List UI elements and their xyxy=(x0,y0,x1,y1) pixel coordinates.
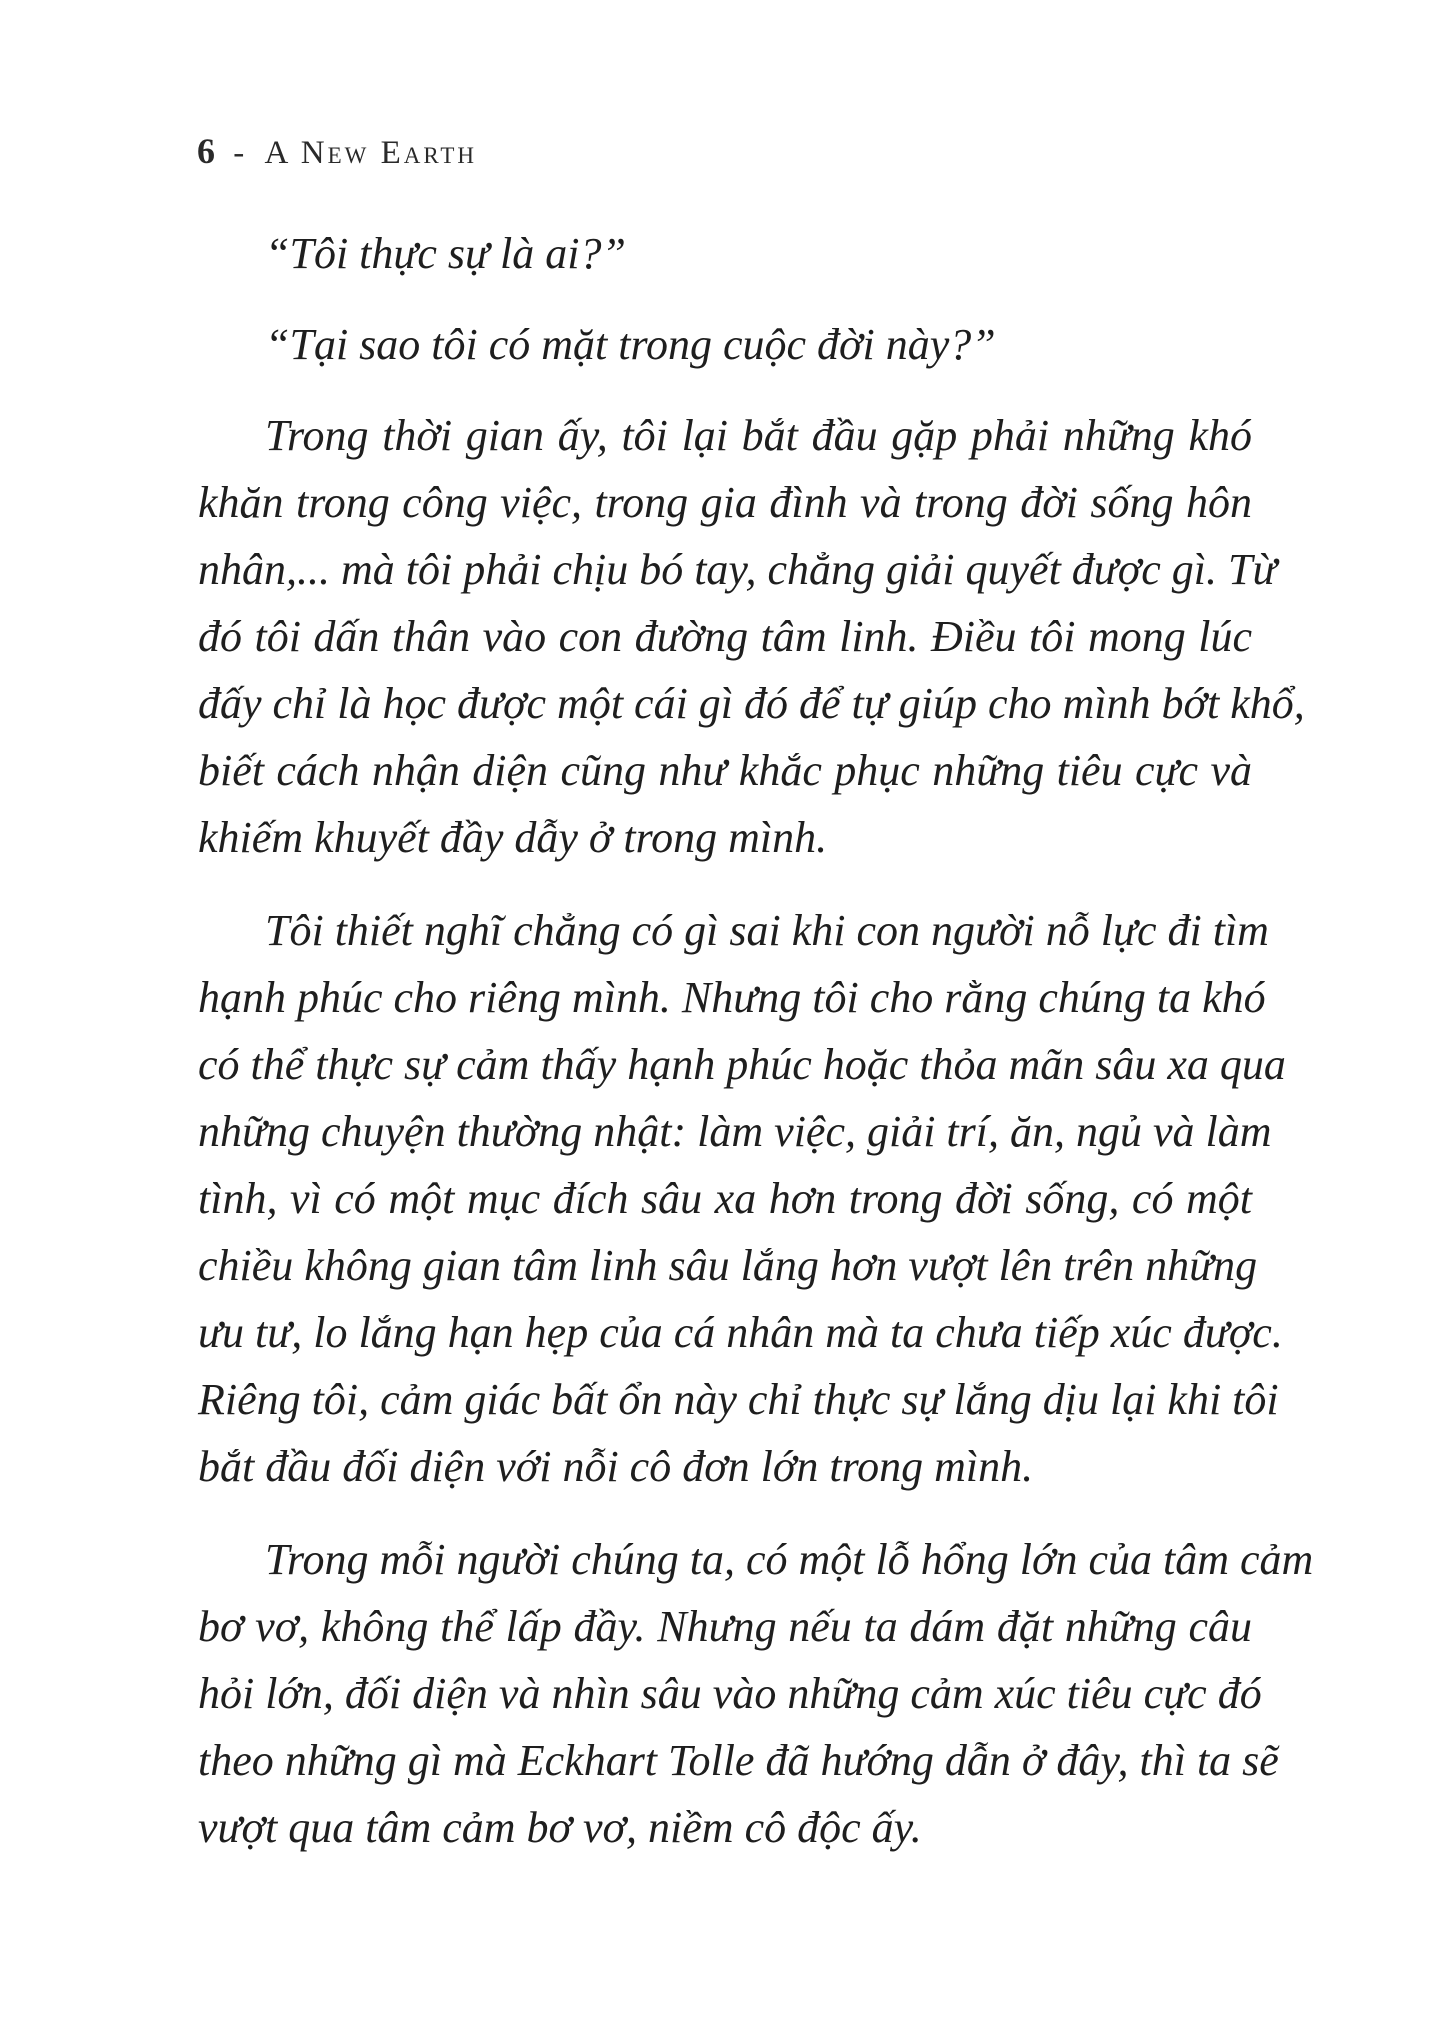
running-header xyxy=(197,130,477,172)
quote-line: “Tôi thực sự là ai?” xyxy=(265,229,626,278)
text-line: hạnh phúc cho riêng mình. Nhưng tôi cho rằng chúng ta khó xyxy=(198,973,1266,1022)
text-line: theo những gì mà Eckhart Tolle đã hướng dẫn ở đây, thì ta sẽ xyxy=(198,1736,1279,1785)
text-line: hỏi lớn, đối diện và nhìn sâu vào những cảm xúc tiêu cực đó xyxy=(198,1669,1262,1718)
text-line: chiều không gian tâm linh sâu lắng hơn vượt lên trên những xyxy=(198,1241,1258,1290)
text-line: bơ vơ, không thể lấp đầy. Nhưng nếu ta dám đặt những câu xyxy=(198,1602,1252,1651)
text-line: khăn trong công việc, trong gia đình và trong đời sống hôn xyxy=(198,478,1252,527)
text-line: Tôi thiết nghĩ chẳng có gì sai khi con người nỗ lực đi tìm xyxy=(265,906,1269,955)
text-line: nhân,... mà tôi phải chịu bó tay, chẳng giải quyết được gì. Từ xyxy=(198,545,1277,594)
page-body xyxy=(198,220,1314,1887)
text-line: có thể thực sự cảm thấy hạnh phúc hoặc thỏa mãn sâu xa qua xyxy=(198,1040,1286,1089)
text-line: bắt đầu đối diện với nỗi cô đơn lớn trong mình. xyxy=(198,1442,1034,1491)
book-title: A New Earth xyxy=(264,135,477,171)
text-line: đó tôi dấn thân vào con đường tâm linh. Điều tôi mong lúc xyxy=(198,612,1252,661)
text-line: tình, vì có một mục đích sâu xa hơn trong đời sống, có một xyxy=(198,1174,1252,1223)
text-line: Trong thời gian ấy, tôi lại bắt đầu gặp phải những khó xyxy=(265,411,1252,460)
text-line: ưu tư, lo lắng hạn hẹp của cá nhân mà ta chưa tiếp xúc được. xyxy=(198,1308,1283,1357)
text-line: đấy chỉ là học được một cái gì đó để tự giúp cho mình bớt khổ, xyxy=(198,679,1305,728)
header-separator: - xyxy=(233,135,247,171)
text-line: khiếm khuyết đầy dẫy ở trong mình. xyxy=(198,813,828,862)
text-line: Riêng tôi, cảm giác bất ổn này chỉ thực sự lắng dịu lại khi tôi xyxy=(198,1375,1279,1424)
paragraph xyxy=(198,402,1305,871)
text-line: biết cách nhận diện cũng như khắc phục những tiêu cực và xyxy=(198,746,1252,795)
paragraph xyxy=(198,1526,1314,1861)
text-line: Trong mỗi người chúng ta, có một lỗ hổng lớn của tâm cảm xyxy=(265,1535,1314,1584)
text-line: vượt qua tâm cảm bơ vơ, niềm cô độc ấy. xyxy=(198,1803,922,1852)
text-line: những chuyện thường nhật: làm việc, giải trí, ăn, ngủ và làm xyxy=(198,1107,1272,1156)
paragraph xyxy=(198,897,1286,1500)
quote-line: “Tại sao tôi có mặt trong cuộc đời này?” xyxy=(265,320,996,369)
page-number: 6 xyxy=(197,131,217,171)
